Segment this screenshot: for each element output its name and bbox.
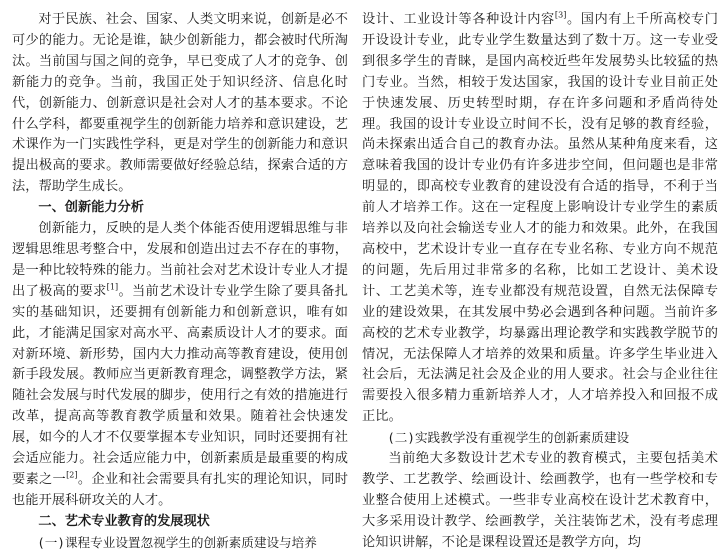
section-heading-development-status: 二、艺术专业教育的发展现状 bbox=[38, 513, 210, 529]
citation-ref-2: [2] bbox=[66, 470, 78, 480]
subsection-heading-curriculum: (一)课程专业设置忽视学生的创新素质建设与培养 bbox=[37, 534, 317, 550]
citation-ref-1: [1] bbox=[106, 282, 119, 292]
innovation-analysis-paragraph bbox=[12, 219, 348, 512]
curriculum-paragraph bbox=[362, 10, 718, 428]
paragraph-text: 。企业和社会需要具有扎实的理论知识，同时也能开展科研攻关的人才。 bbox=[12, 471, 348, 508]
left-column bbox=[12, 10, 348, 554]
intro-paragraph: 对于民族、社会、国家、人类文明来说，创新是必不可少的能力。无论是谁，缺少创新能力，都会被时代所淘汰。当前国与国之间的竞争，早已变成了人才的竞争、创新能力的竞争。当前，我国正处于知识经济、信息化时代，创新能力、创新意识是社会对人才的基本要求。不论什么学科，都要重视学生的创新能力培养和意识建设，艺术课作为一门实践性学科，更是对学生的创新能力和意识提出极高的要求。教师需要做好经验总结，探索合适的方法，帮助学生成长。 bbox=[12, 12, 348, 195]
subsection-heading-practice-teaching: (二)实践教学没有重视学生的创新素质建设 bbox=[387, 430, 630, 446]
citation-ref-3: [3] bbox=[554, 10, 567, 20]
paragraph-text: 创新能力，反映的是人类个体能否使用逻辑思维与非逻辑思维思考整合中，发展和创造出过去不存在的事物，是一种比较特殊的能力。当前社会对艺术设计专业人才提出了极高的要求 bbox=[12, 221, 348, 299]
right-column bbox=[362, 10, 718, 554]
practice-teaching-paragraph: 当前绝大多数设计艺术专业的教育模式，主要包括美术教学、工艺教学、绘画设计、绘画教学，也有一些学校和专业整合使用上述模式。一些非专业高校在设计艺术教育中，大多采用设计教学、绘画教学，关注装饰艺术，没有考虑理论知识讲解，不论是课程设置还是教学方向，均 bbox=[362, 451, 718, 550]
paragraph-text: 。当前艺术设计专业学生除了要具备扎实的基础知识，还要拥有创新能力和创新意识，唯有如此，才能满足国家对高水平、高素质设计人才的要求。面对新环境、新形势，国内大力推动高等教育建设，使用创新手段发展。教师应当更新教育理念，调整教学方法，紧随社会发展与时代发展的脚步，使用行之有效的措施进行改革，提高高等教育教学质量和效果。随着社会快速发展，如今的人才不仅要掌握本专业知识，同时还要拥有社会适应能力。社会适应能力中，创新素质是最重要的构成要素之一 bbox=[12, 283, 348, 487]
paragraph-text: 。国内有上千所高校专门开设设计专业，此专业学生数量达到了数十万。这一专业受到很多学生的青睐，是国内高校近些年发展势头比较猛的热门专业。当然，相较于发达国家，我国的设计专业目前正处于快速发展、历史转型时期，存在许多问题和矛盾尚待处理。我国的设计专业设立时间不长，没有足够的教育经验，尚未探索出适合自己的教育办法。虽然从某种角度来看，这意味着我国的设计专业仍有许多进步空间，但问题也是非常明显的，即高校专业教育的建设没有合适的指导，不利于当前人才培养工作。这在一定程度上影响设计专业学生的素质培养以及向社会输送专业人才的能力和效果。此外，在我国高校中，艺术设计专业一直存在专业名称、专业方向不规范的问题，先后用过非常多的名称，比如工艺设计、美术设计、工艺美术等，连专业都没有规范设置，自然无法保障专业的建设效果，在其发展中势必会遇到各种问题。当前许多高校的艺术专业教学，均暴露出理论教学和实践教学脱节的情况，无法保障人才培养的效果和质量。许多学生毕业进入社会后，无法满足社会及企业的用人要求。社会与企业往往需要投入很多精力重新培养人才，人才培养投入和回报不成正比。 bbox=[362, 12, 718, 425]
section-heading-innovation-analysis: 一、创新能力分析 bbox=[38, 200, 144, 216]
paragraph-text: 设计、工业设计等各种设计内容 bbox=[362, 12, 555, 27]
